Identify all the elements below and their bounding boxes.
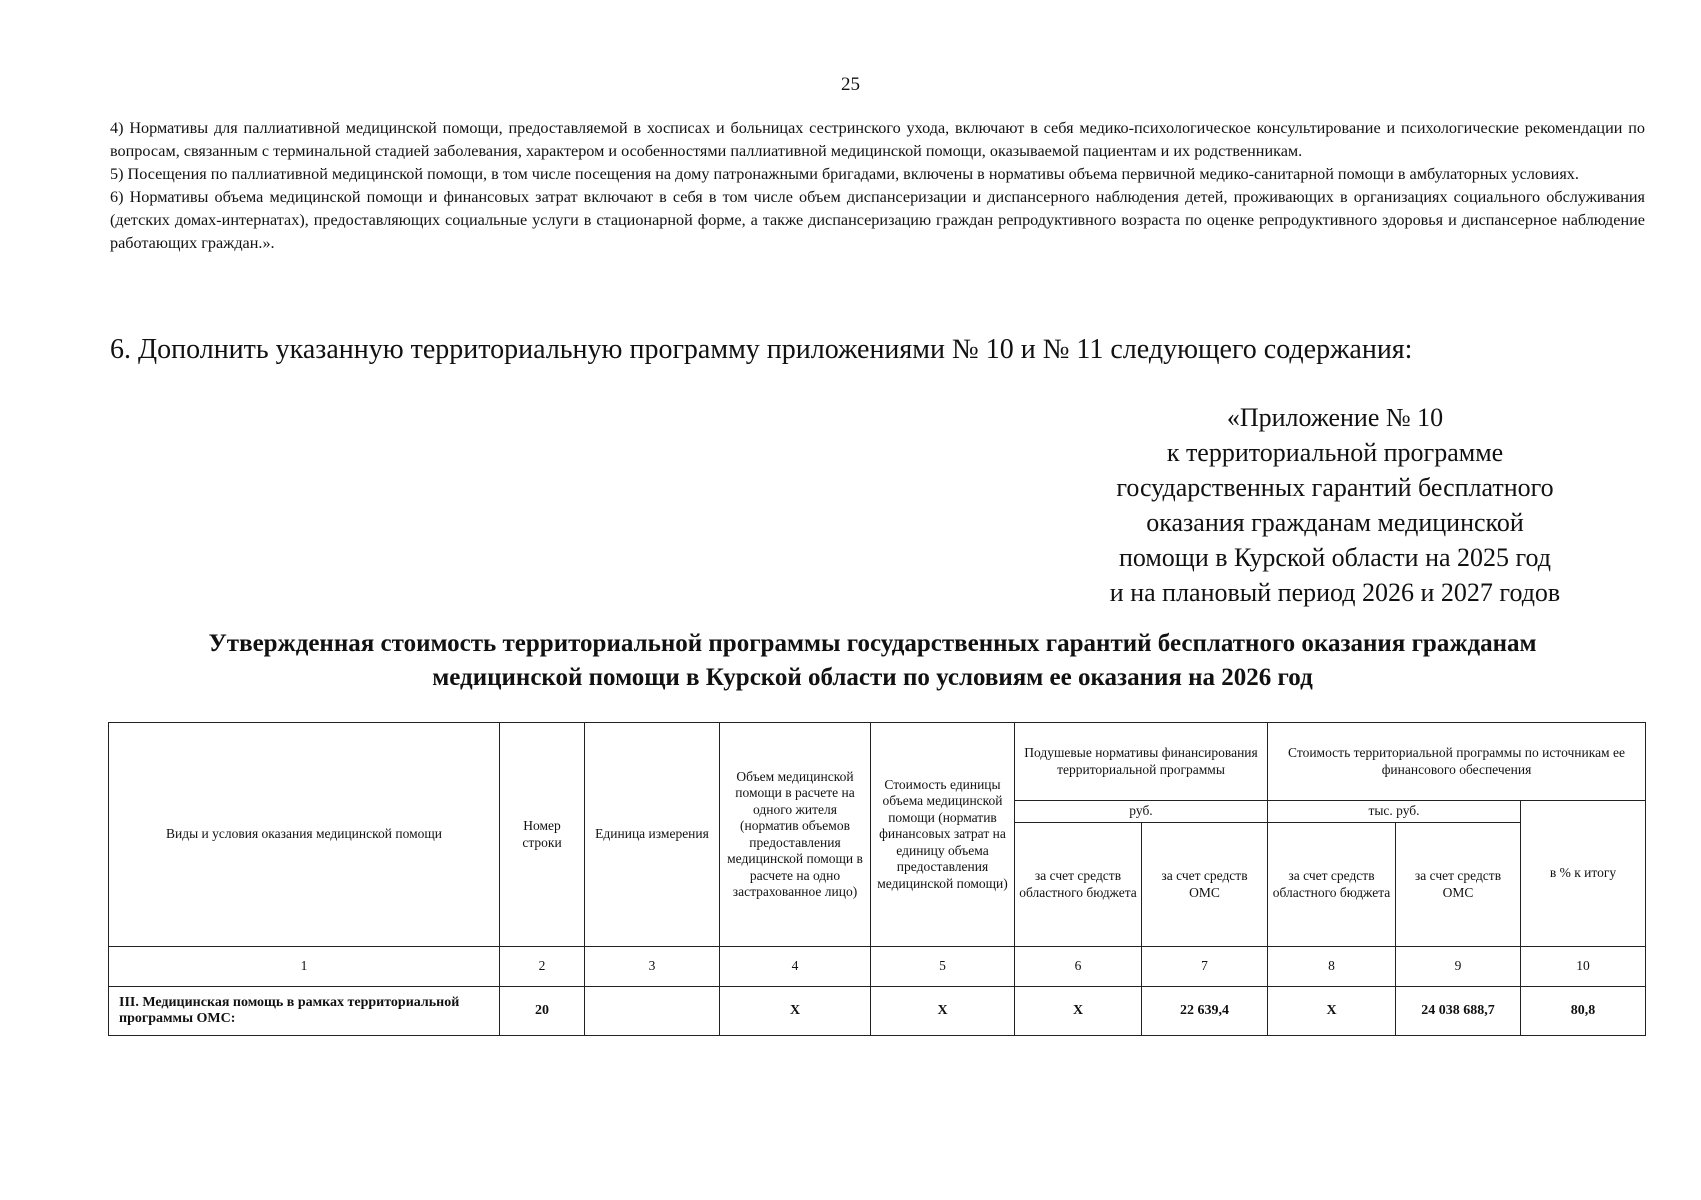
page-number: 25 — [841, 74, 860, 95]
header-unit: Единица измерения — [585, 723, 720, 947]
column-number: 9 — [1396, 947, 1521, 987]
header-thousand-rub: тыс. руб. — [1268, 801, 1521, 823]
header-per-capita: Подушевые нормативы финансирования территориальной программы — [1015, 723, 1268, 801]
appendix-line: государственных гарантий бесплатного — [1116, 473, 1554, 502]
footnote-6: 6) Нормативы объема медицинской помощи и финансовых затрат включают в себя в том числе объем диспансеризации и диспансерного наблюдения детей, проживающих в организациях социального обслуживания (детских домах-интернатах), предоставляющих социальные услуги в стационарной форме, а также диспансеризацию граждан репродуктивного возраста по оценке репродуктивного здоровья и диспансерное наблюдение работающих граждан.». — [110, 188, 1645, 253]
appendix-line: к территориальной программе — [1166, 438, 1504, 467]
header-unit-cost: Стоимость единицы объема медицинской помощи (норматив финансовых затрат на единицу объема предоставления медицинской помощи) — [871, 723, 1015, 947]
row-per-capita-oms: 22 639,4 — [1142, 987, 1268, 1036]
row-cost-oms: 24 038 688,7 — [1396, 987, 1521, 1036]
table-row — [109, 987, 1646, 1036]
row-per-capita-budget: X — [1015, 987, 1142, 1036]
row-unit — [585, 987, 720, 1036]
table-title-line: медицинской помощи в Курской области по условиям ее оказания на 2026 год — [432, 664, 1313, 691]
column-number: 1 — [109, 947, 500, 987]
appendix-header — [1065, 400, 1605, 610]
header-percent-total: в % к итогу — [1521, 801, 1646, 947]
appendix-line: «Приложение № 10 — [1226, 403, 1444, 432]
header-rub: руб. — [1015, 801, 1268, 823]
footnotes — [110, 117, 1645, 256]
table-title — [100, 627, 1645, 695]
row-volume: X — [720, 987, 871, 1036]
column-number: 4 — [720, 947, 871, 987]
column-number: 3 — [585, 947, 720, 987]
table-title-line: Утвержденная стоимость территориальной программы государственных гарантий бесплатного оказания гражданам — [208, 630, 1537, 657]
column-number: 5 — [871, 947, 1015, 987]
header-program-cost: Стоимость территориальной программы по источникам ее финансового обеспечения — [1268, 723, 1646, 801]
footnote-4: 4) Нормативы для паллиативной медицинской помощи, предоставляемой в хосписах и больницах сестринского ухода, включают в себя медико-психологическое консультирование и психологические рекомендации по вопросам, связанным с терминальной стадией заболевания, характером и особенностями паллиативной медицинской помощи, оказываемой пациентам и их родственникам. — [110, 119, 1645, 161]
header-row-number: Номер строки — [500, 723, 585, 947]
appendix-line: оказания гражданам медицинской — [1146, 508, 1524, 537]
section-heading: 6. Дополнить указанную территориальную программу приложениями № 10 и № 11 следующего содержания: — [110, 334, 1413, 365]
column-number: 8 — [1268, 947, 1396, 987]
column-number: 6 — [1015, 947, 1142, 987]
header-cost-budget: за счет средств областного бюджета — [1268, 823, 1396, 947]
header-per-capita-oms: за счет средств ОМС — [1142, 823, 1268, 947]
appendix-line: и на плановый период 2026 и 2027 годов — [1109, 578, 1561, 607]
header-per-capita-budget: за счет средств областного бюджета — [1015, 823, 1142, 947]
row-unit-cost: X — [871, 987, 1015, 1036]
row-percent: 80,8 — [1521, 987, 1646, 1036]
row-cost-budget: X — [1268, 987, 1396, 1036]
header-cost-oms: за счет средств ОМС — [1396, 823, 1521, 947]
column-number: 2 — [500, 947, 585, 987]
appendix-line: помощи в Курской области на 2025 год — [1118, 543, 1552, 572]
header-row — [109, 723, 1646, 801]
row-number: 20 — [500, 987, 585, 1036]
header-volume: Объем медицинской помощи в расчете на одного жителя (норматив объемов предоставления медицинской помощи в расчете на одно застрахованное лицо) — [720, 723, 871, 947]
footnote-5: 5) Посещения по паллиативной медицинской помощи, в том числе посещения на дому патронажными бригадами, включены в нормативы объема первичной медико-санитарной помощи в амбулаторных условиях. — [110, 165, 1579, 184]
column-number-row — [109, 947, 1646, 987]
column-number: 10 — [1521, 947, 1646, 987]
row-name: III. Медицинская помощь в рамках территориальной программы ОМС: — [109, 987, 500, 1036]
header-types: Виды и условия оказания медицинской помощи — [109, 723, 500, 947]
cost-table — [108, 722, 1646, 1036]
column-number: 7 — [1142, 947, 1268, 987]
